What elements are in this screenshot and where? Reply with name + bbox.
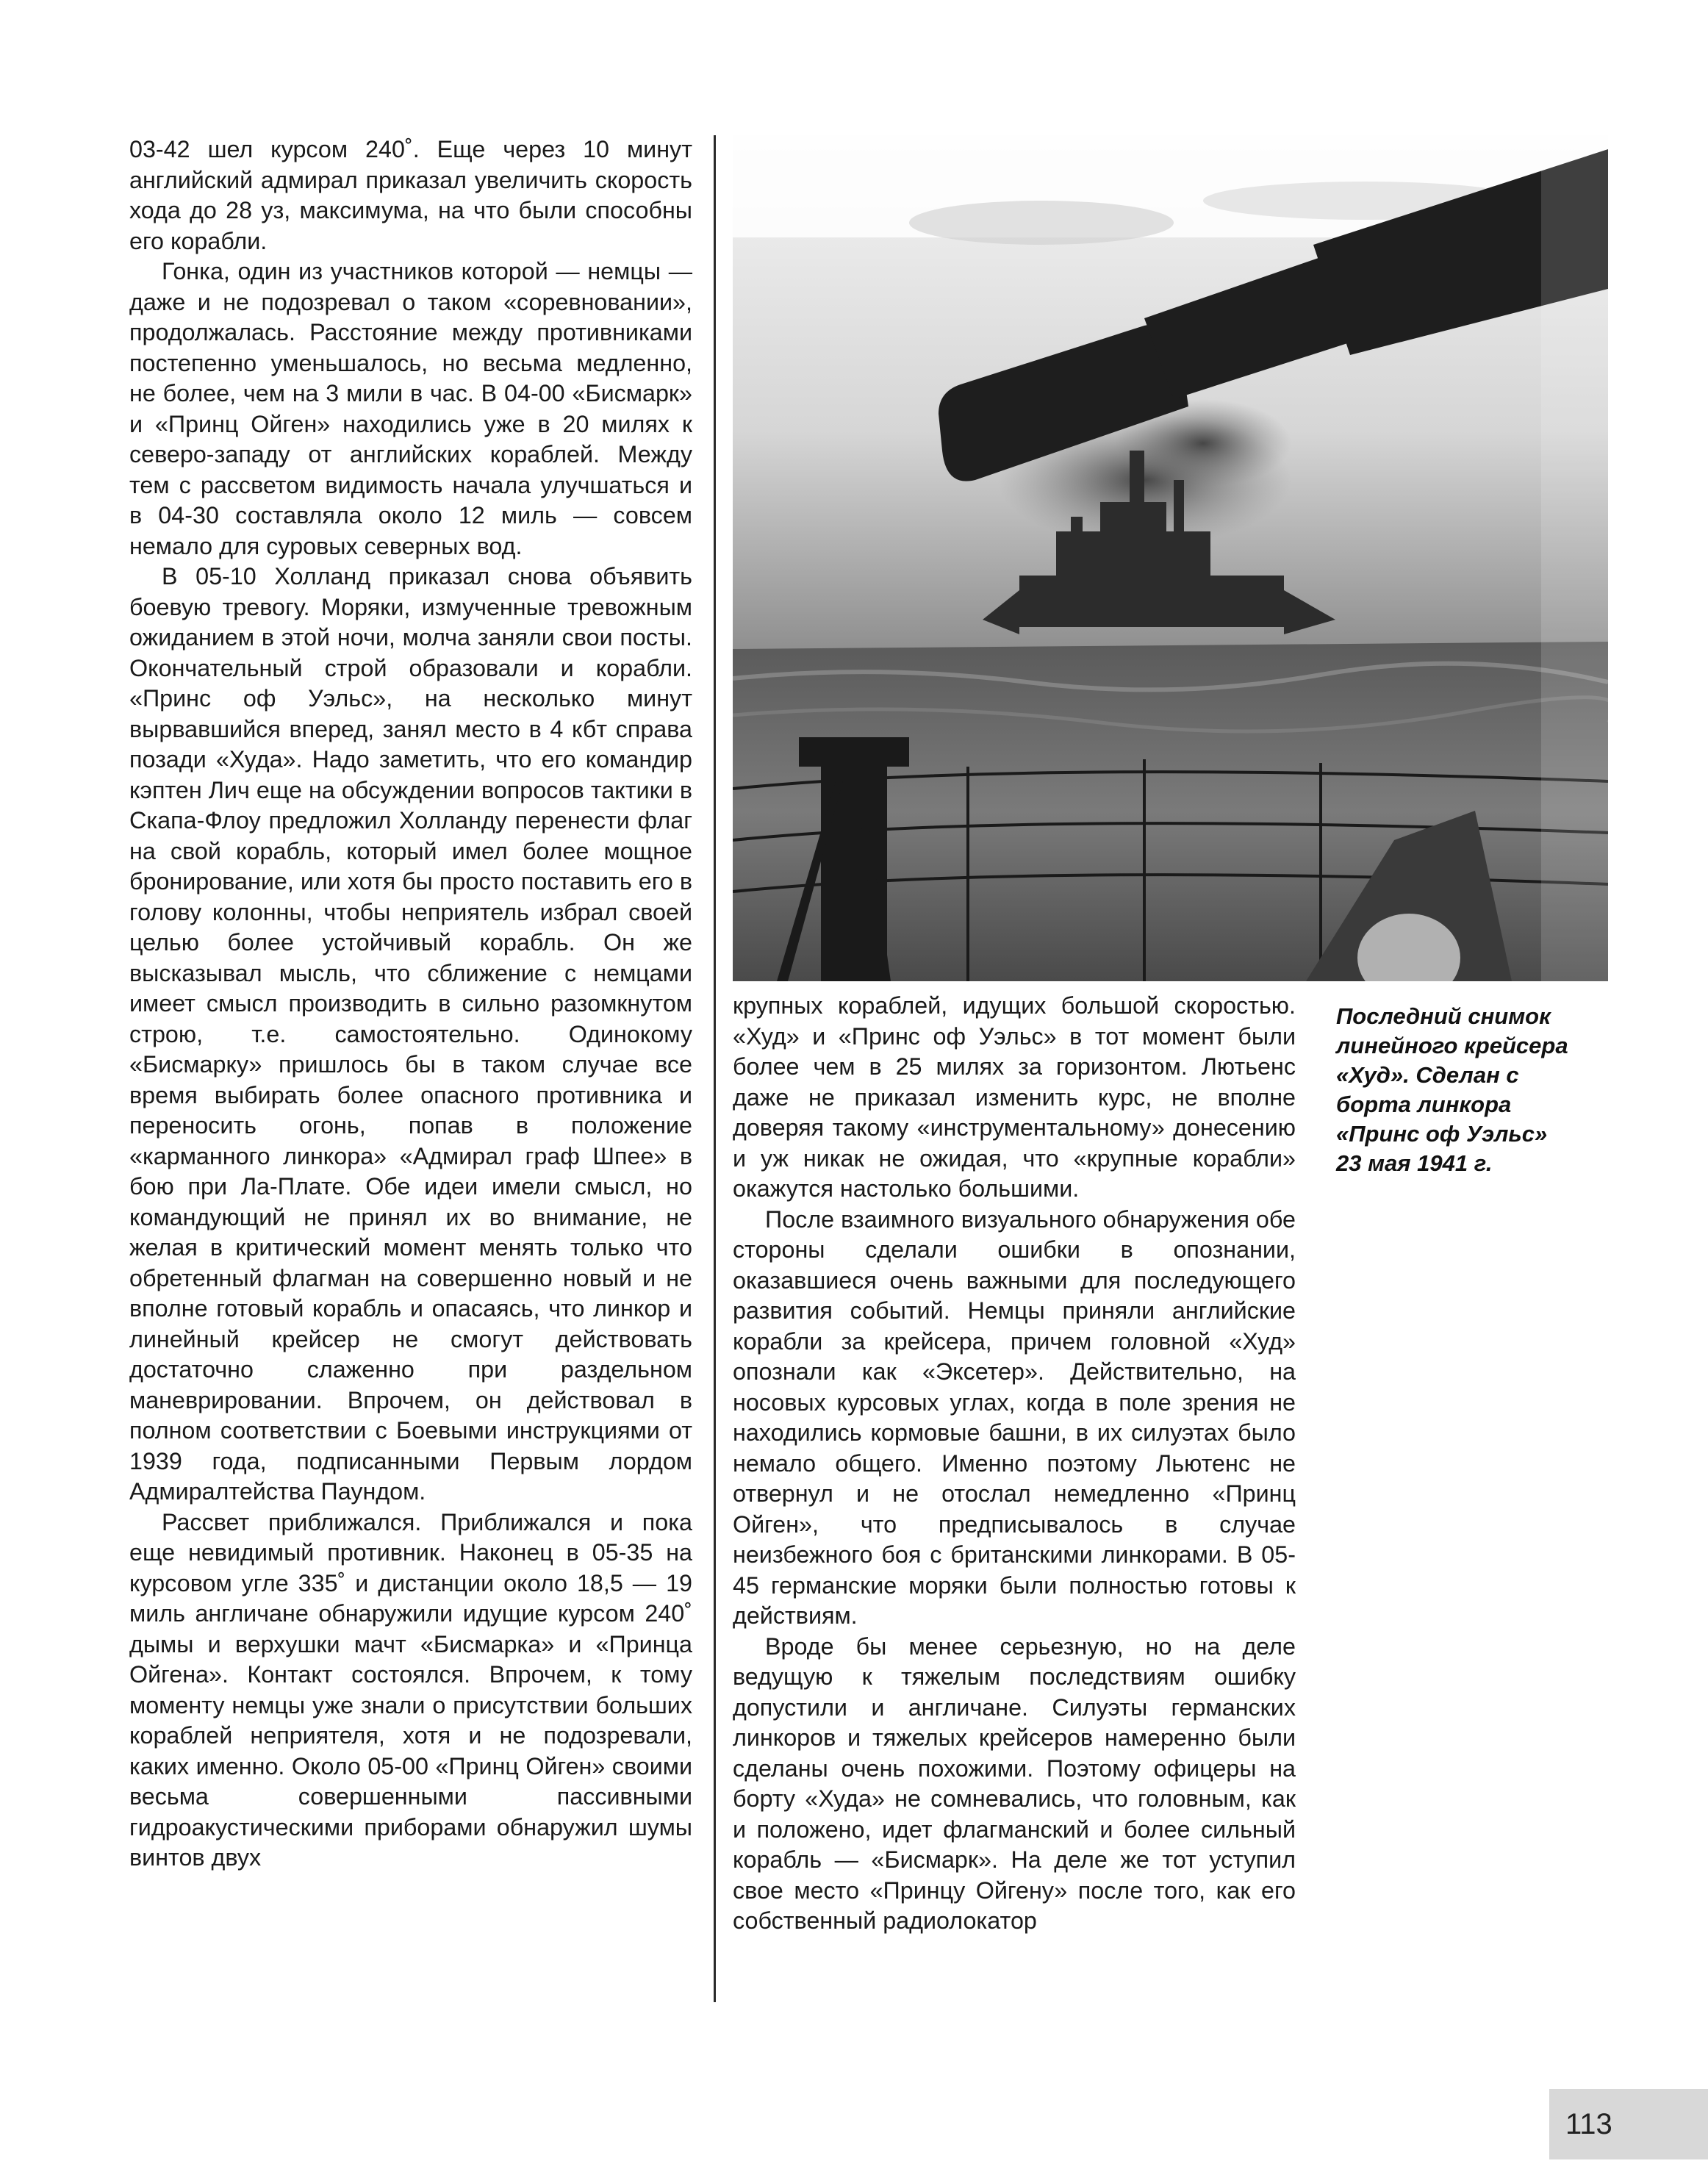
caption-line: «Худ». Сделан с [1336,1062,1519,1088]
caption-line: 23 мая 1941 г. [1336,1150,1493,1176]
paragraph: Рассвет приближался. Приближался и пока еще невидимый противник. Наконец в 05-35 на курсовом угле 335˚ и дистанции около 18,5 — 19 миль англичане обнаружили идущие курсом 240˚ дымы и верхушки мачт «Бисмарка» и «Принца Ойгена». Контакт состоялся. Впрочем, к тому моменту немцы уже знали о присутствии больших кораблей неприятеля, хотя и не подозревали, каких именно. Около 05-00 «Принц Ойген» своими весьма совершенными пассивными гидроакустическими приборами обнаружил шумы винтов двух [129,1508,692,1871]
caption-line: борта линкора [1336,1092,1512,1117]
paragraph: Гонка, один из участников которой — немцы — даже и не подозревал о таком «соревновании», продолжалась. Расстояние между противниками постепенно уменьшалось, но весьма медленно, не более, чем на 3 мили в час. В 04-00 «Бисмарк» и «Принц Ойген» находились уже в 20 милях к северо-западу от английских кораблей. Между тем с рассветом видимость начала улучшаться и в 04-30 составляла около 12 миль — совсем немало для суровых северных вод. [129,258,692,559]
caption-line: Последний снимок [1336,1003,1551,1029]
paragraph: Вроде бы менее серьезную, но на деле ведущую к тяжелым последствиям ошибку допустили и англичане. Силуэты германских линкоров и тяжелых крейсеров намеренно были сделаны очень похожими. Поэтому офицеры на борту «Худа» не сомневались, что головным, как и положено, идет флагманский и более сильный корабль — «Бисмарк». На деле же тот уступил свое место «Принцу Ойгену» после того, как его собственный радиолокатор [733,1632,1296,1934]
paragraph: крупных кораблей, идущих большой скоростью. «Худ» и «Принс оф Уэльс» в тот момент были более чем в 25 милях за горизонтом. Лютьенс даже не приказал изменить курс, не вполне доверяя такому «инструментальному» донесению и уж никак не ожидая, что «крупные корабли» окажутся настолько большими. [733,992,1296,1202]
caption-line: линейного крейсера [1336,1033,1568,1058]
paragraph: В 05-10 Холланд приказал снова объявить боевую тревогу. Моряки, измученные тревожным ожиданием в этой ночи, молча заняли свои посты. Окончательный строй образовали и корабли. «Принс оф Уэльс», на несколько минут вырвавшийся вперед, занял место в 4 кбт справа позади «Худа». Надо заметить, что его командир кэптен Лич еще на обсуждении вопросов тактики в Скапа-Флоу предложил Холланду перенести флаг на свой корабль, который имел более мощное бронирование, или хотя бы просто поставить его в голову колонны, чтобы неприятель избрал своей целью более устойчивый корабль. Он же высказывал мысль, что сближение с немцами имеет смысл производить в сильно разомкнутом строю, т.е. самостоятельно. Одинокому «Бисмарку» пришлось бы в таком случае все время выбирать более опасного противника и переносить огонь, попав в положение «карманного линкора» «Адмирал граф Шпее» в бою при Ла-Плате. Обе идеи имели смысл, но командующий не принял их во внимание, не желая в критический момент менять только что обретенный флагман на совершенно новый и не вполне готовый корабль и опасаясь, что линкор и линейный крейсер не смогут действовать достаточно слаженно при раздельном маневрировании. Впрочем, он действовал в полном соответствии с Боевыми инструкциями от 1939 года, подписанными Первым лордом Адмиралтейства Паундом. [129,563,692,1505]
page-number: 113 [1565,2108,1612,2140]
column-divider [714,135,716,2002]
paragraph: После взаимного визуального обнаружения обе стороны сделали ошибки в опознании, оказавшиеся очень важными для последующего развития событий. Немцы приняли английские корабли за крейсера, причем головной «Худ» опознали как «Эксетер». Действительно, на носовых курсовых углах, когда в поле зрения не находились кормовые башни, в их силуэтах было немало общего. Именно поэтому Льютенс не отвернул и не отослал немедленно «Принц Ойген», что предписывалось в случае неизбежного боя с британскими линкорами. В 05-45 германские моряки были полностью готовы к действиям. [733,1205,1296,1629]
left-text-column [129,135,692,1874]
photo-caption [1336,1002,1615,1178]
paragraph: 03-42 шел курсом 240˚. Еще через 10 минут английский адмирал приказал увеличить скорость хода до 28 уз, максимума, на что были способны его корабли. [129,136,692,254]
caption-line: «Принс оф Уэльс» [1336,1121,1548,1147]
battleship-photo [733,135,1608,981]
middle-text-column [733,991,1296,1937]
